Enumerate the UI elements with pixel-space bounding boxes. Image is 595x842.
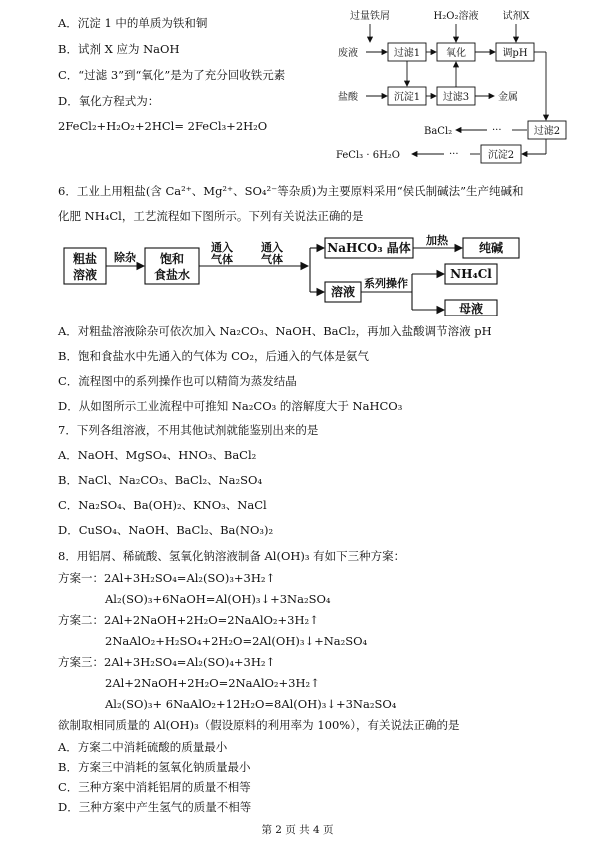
box-filter2: 过滤2 (533, 126, 561, 137)
q8-plan1-eq2: Al₂(SO)₃+6NaOH=Al(OH)₃↓+3Na₂SO₄ (105, 592, 331, 606)
box-precip2: 沉淀2 (487, 150, 515, 161)
box-filter1: 过滤1 (393, 48, 421, 59)
label-series-ops: 系列操作 (364, 277, 408, 290)
q8-stem: 8．用铝屑、稀硫酸、氢氧化钠溶液制备 Al(OH)₃ 有如下三种方案： (58, 549, 406, 563)
q8-plan3-eq2: 2Al+2NaOH+2H₂O=2NaAlO₂+3H₂↑ (105, 676, 320, 690)
label-heat: 加热 (426, 234, 448, 247)
box-nahco3: NaHCO₃ 晶体 (327, 241, 411, 255)
box-oxidize: 氧化 (446, 48, 466, 59)
q5-option-b: B．试剂 X 应为 NaOH (58, 42, 180, 56)
q6-option-a: A．对粗盐溶液除杂可依次加入 Na₂CO₃、NaOH、BaCl₂，再加入盐酸调节溶液 pH (58, 324, 492, 338)
label-pass-2: 通入 (261, 241, 283, 254)
box-crude-salt-2: 溶液 (72, 268, 98, 282)
q6-stem-line1: 6．工业上用粗盐(含 Ca²⁺、Mg²⁺、SO₄²⁻等杂质)为主要原料采用“侯氏制碱法”生产纯碱和 (58, 184, 524, 198)
label-iron: 过量铁屑 (350, 11, 390, 22)
page-footer: 第 2 页 共 4 页 (261, 824, 334, 836)
label-metal: 金属 (498, 92, 518, 103)
label-bacl2: BaCl₂ (424, 126, 453, 137)
box-brine-2: 食盐水 (153, 268, 191, 282)
label-reagent-x: 试剂X (502, 11, 530, 22)
label-gas-2: 气体 (261, 253, 283, 266)
q8-option-b: B．方案三中消耗的氢氧化钠质量最小 (58, 760, 251, 774)
q8-option-a: A．方案二中消耗硫酸的质量最小 (58, 740, 228, 754)
q8-option-d: D．三种方案中产生氢气的质量不相等 (58, 800, 252, 814)
box-soda-ash: 纯碱 (478, 241, 504, 255)
label-hcl: 盐酸 (338, 92, 358, 103)
label-h2o2: H₂O₂溶液 (433, 11, 479, 22)
dots-2: ··· (449, 149, 459, 160)
q8-plan2-eq2: 2NaAlO₂+H₂SO₄+2H₂O=2Al(OH)₃↓+Na₂SO₄ (105, 634, 368, 648)
q8-plan3-eq1: 方案三：2Al+3H₂SO₄=Al₂(SO)₄+3H₂↑ (58, 655, 276, 669)
label-gas-1: 气体 (211, 253, 233, 266)
q6-option-b: B．饱和食盐水中先通入的气体为 CO₂，后通入的气体是氨气 (58, 349, 369, 363)
q6-option-c: C．流程图中的系列操作也可以精简为蒸发结晶 (58, 374, 297, 388)
q8-question: 欲制取相同质量的 Al(OH)₃（假设原料的利用率为 100%），有关说法正确的是 (58, 718, 460, 732)
label-waste: 废液 (338, 48, 358, 59)
box-nh4cl: NH₄Cl (450, 267, 492, 281)
recovery-flow-diagram (332, 6, 572, 166)
q7-option-c: C．Na₂SO₄、Ba(OH)₂、KNO₃、NaCl (58, 498, 267, 512)
soda-process-diagram (60, 234, 530, 316)
q5-option-a: A．沉淀 1 中的单质为铁和铜 (58, 16, 208, 30)
box-filter3: 过滤3 (442, 92, 470, 103)
q8-plan3-eq3: Al₂(SO)₃+ 6NaAlO₂+12H₂O=8Al(OH)₃↓+3Na₂SO₄ (105, 697, 397, 711)
box-crude-salt-1: 粗盐 (72, 252, 98, 266)
q8-plan2-eq1: 方案二：2Al+2NaOH+2H₂O=2NaAlO₂+3H₂↑ (58, 613, 319, 627)
label-remove-impurities: 除杂 (114, 251, 136, 264)
q7-stem: 7．下列各组溶液，不用其他试剂就能鉴别出来的是 (58, 423, 319, 437)
label-fecl3: FeCl₃ · 6H₂O (336, 150, 400, 161)
dots-1: ··· (492, 125, 502, 136)
q7-option-d: D．CuSO₄、NaOH、BaCl₂、Ba(NO₃)₂ (58, 523, 274, 537)
q7-option-a: A．NaOH、MgSO₄、HNO₃、BaCl₂ (58, 448, 257, 462)
q6-option-d: D．从如图所示工业流程中可推知 Na₂CO₃ 的溶解度大于 NaHCO₃ (58, 399, 403, 413)
box-precip1: 沉淀1 (393, 92, 421, 103)
q5-equation: 2FeCl₂+H₂O₂+2HCl= 2FeCl₃+2H₂O (58, 119, 268, 133)
label-pass-1: 通入 (211, 241, 233, 254)
q5-option-c: C．“过滤 3”到“氧化”是为了充分回收铁元素 (58, 68, 286, 82)
q7-option-b: B．NaCl、Na₂CO₃、BaCl₂、Na₂SO₄ (58, 473, 263, 487)
box-brine-1: 饱和 (159, 252, 185, 266)
q6-stem-line2: 化肥 NH₄Cl，工艺流程如下图所示。下列有关说法正确的是 (58, 209, 364, 223)
box-adjust-ph: 调pH (502, 48, 528, 59)
q5-option-d: D．氧化方程式为： (58, 94, 160, 108)
q8-option-c: C．三种方案中消耗铝屑的质量不相等 (58, 780, 251, 794)
box-mother-liquor: 母液 (458, 302, 484, 316)
q8-plan1-eq1: 方案一：2Al+3H₂SO₄=Al₂(SO)₃+3H₂↑ (58, 571, 276, 585)
box-solution: 溶液 (330, 285, 356, 299)
